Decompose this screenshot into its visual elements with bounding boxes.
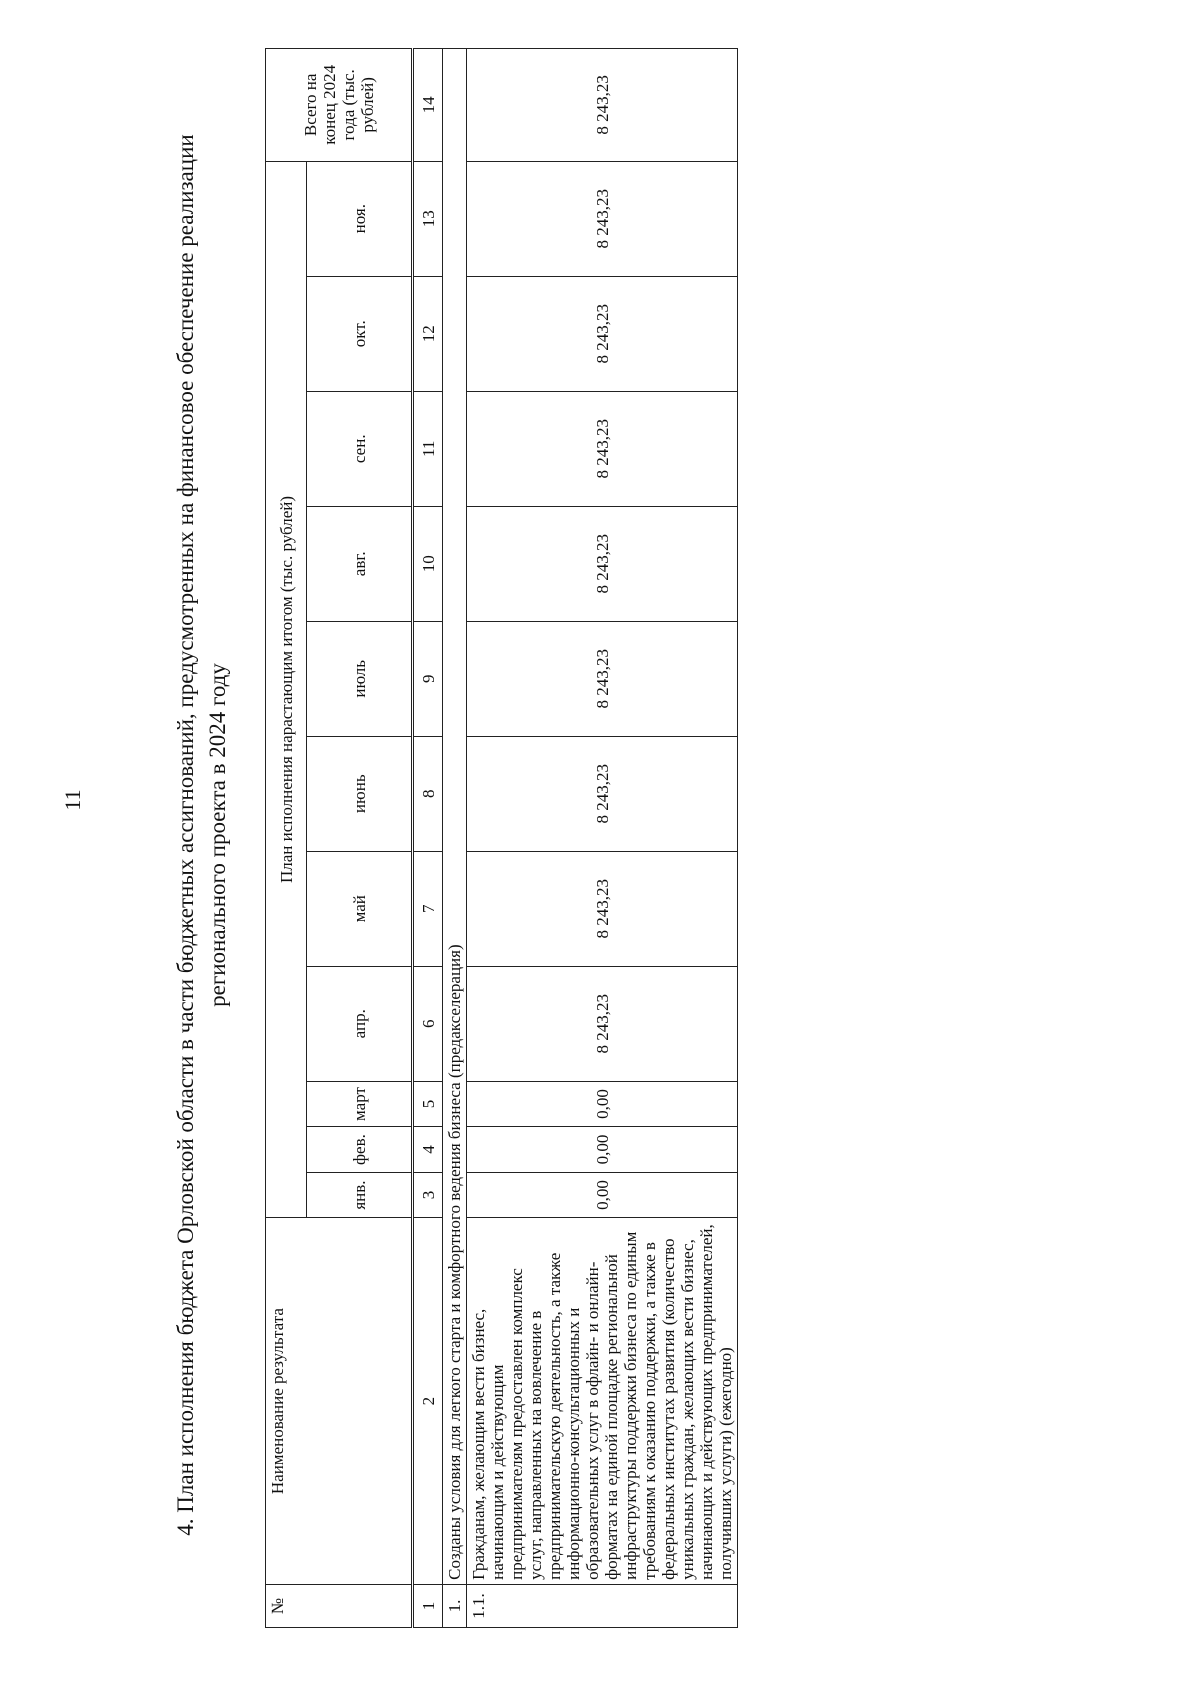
value-sep: 8 243,23	[467, 391, 738, 506]
row-number: 1.1.	[467, 1584, 738, 1627]
month-header: фев.	[307, 1127, 413, 1173]
value-jun: 8 243,23	[467, 736, 738, 851]
column-number: 9	[413, 621, 443, 736]
header-result-name: Наименование результата	[266, 1218, 413, 1585]
column-number: 14	[413, 49, 443, 162]
header-row-1	[266, 49, 307, 1628]
month-header: июль	[307, 621, 413, 736]
column-number: 1	[413, 1584, 443, 1627]
column-number: 7	[413, 851, 443, 966]
budget-plan-table-wrap	[265, 48, 1068, 1628]
month-header: ноя.	[307, 161, 413, 276]
page-title: 4. План исполнения бюджета Орловской области в части бюджетных ассигнований, предусмотренных на финансовое обеспечение реализации регионального проекта в 2024 году	[173, 134, 230, 1536]
value-aug: 8 243,23	[467, 506, 738, 621]
month-header: сен.	[307, 391, 413, 506]
result-name: Гражданам, желающим вести бизнес, начинающим и действующим предпринимателям предоставлен комплекс услуг, направленных на вовлечение в предпринимательскую деятельность, а также информационно-консультационных и образовательных услуг в офлайн- и онлайн-форматах на единой площадке региональной инфраструктуры поддержки бизнеса по единым требованиям к оказанию поддержки, а также в федеральных институтах развития (количество уникальных граждан, желающих вести бизнес, начинающих и действующих предпринимателей, получивших услуги) (ежегодно)	[467, 1218, 738, 1585]
column-number: 4	[413, 1127, 443, 1173]
column-number-row	[413, 49, 443, 1628]
value-may: 8 243,23	[467, 851, 738, 966]
section-row	[443, 49, 467, 1628]
budget-plan-table	[265, 48, 738, 1628]
column-number: 8	[413, 736, 443, 851]
column-number: 10	[413, 506, 443, 621]
value-jul: 8 243,23	[467, 621, 738, 736]
table-row	[467, 49, 738, 1628]
value-feb: 0,00	[467, 1127, 738, 1173]
value-total: 8 243,23	[467, 49, 738, 162]
value-jan: 0,00	[467, 1172, 738, 1218]
column-number: 5	[413, 1081, 443, 1127]
value-apr: 8 243,23	[467, 966, 738, 1081]
section-title: Созданы условия для легкого старта и комфортного ведения бизнеса (предакселерация)	[443, 49, 467, 1585]
column-number: 11	[413, 391, 443, 506]
column-number: 13	[413, 161, 443, 276]
value-mar: 0,00	[467, 1081, 738, 1127]
month-header: янв.	[307, 1172, 413, 1218]
column-number: 3	[413, 1172, 443, 1218]
value-oct: 8 243,23	[467, 276, 738, 391]
month-header: июнь	[307, 736, 413, 851]
header-plan: План исполнения нарастающим итогом (тыс. рублей)	[266, 161, 307, 1218]
column-number: 6	[413, 966, 443, 1081]
section-number: 1.	[443, 1584, 467, 1627]
month-header: апр.	[307, 966, 413, 1081]
month-header: авг.	[307, 506, 413, 621]
value-nov: 8 243,23	[467, 161, 738, 276]
header-number: №	[266, 1584, 413, 1627]
column-number: 2	[413, 1218, 443, 1585]
month-header: март	[307, 1081, 413, 1127]
header-total: Всего на конец 2024 года (тыс. рублей)	[266, 49, 413, 162]
column-number: 12	[413, 276, 443, 391]
page-number: 11	[60, 789, 85, 811]
month-header: май	[307, 851, 413, 966]
month-header: окт.	[307, 276, 413, 391]
